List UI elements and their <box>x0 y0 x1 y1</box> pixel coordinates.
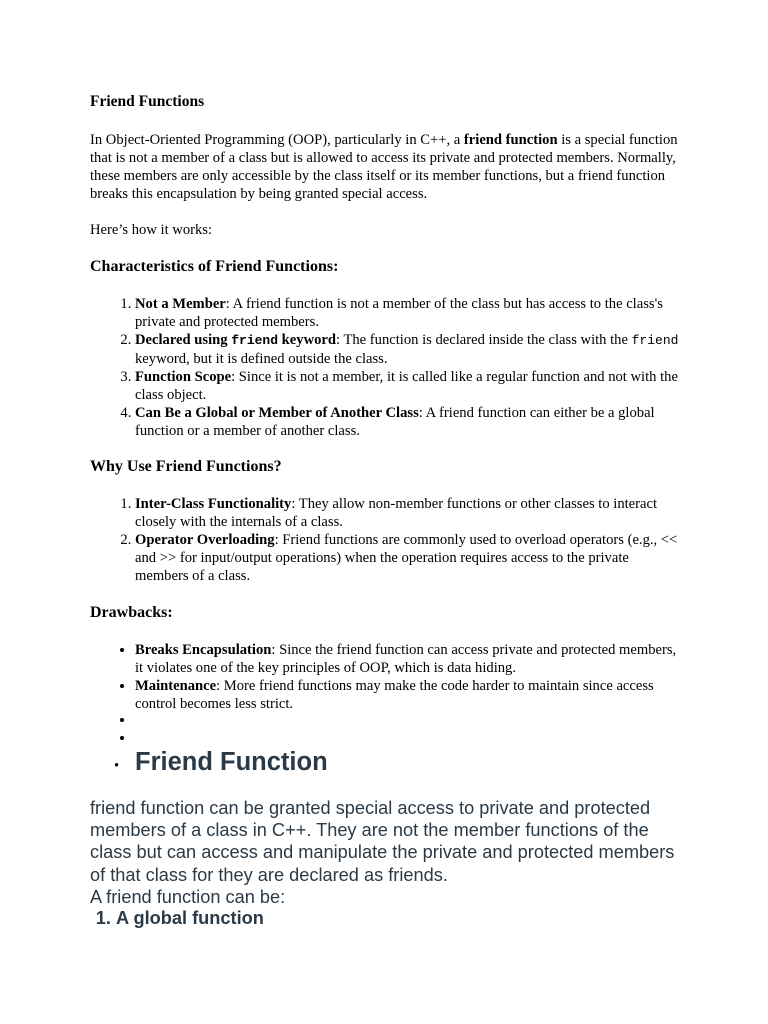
page-title: Friend Functions <box>90 93 205 110</box>
item-bold <box>135 332 336 348</box>
item-bold: Can Be a Global or Member of Another Class <box>135 405 419 421</box>
item-text: : They allow non-member functions or other classes to interact closely with the internals of a class. <box>135 496 658 530</box>
item-text: : A friend function is not a member of the class but has access to the class's private and protected members. <box>135 296 663 330</box>
drawbacks-list <box>90 641 682 713</box>
intro-part2: is a special function that is not a member of a class but is allowed to access its private and protected members. Normally, these members are only accessible by the class itself or its member functions, but a friend function breaks this encapsulation by being granted special access. <box>90 132 678 202</box>
empty-list-item <box>135 729 682 747</box>
friend-function-types-list <box>90 906 264 930</box>
item-bold: Operator Overloading <box>135 532 275 548</box>
list-item <box>135 531 682 585</box>
why-use-list <box>90 495 682 585</box>
list-item <box>135 331 682 368</box>
item-text: : The function is declared inside the class with the <box>336 332 632 348</box>
list-item <box>135 641 682 677</box>
item-bold: Inter-Class Functionality <box>135 496 292 512</box>
item-bold-post: keyword <box>278 332 337 348</box>
how-it-works-text: Here’s how it works: <box>90 222 213 238</box>
drawbacks-heading: Drawbacks: <box>90 604 173 621</box>
item-bold: Not a Member <box>135 296 226 312</box>
list-item <box>135 368 682 404</box>
characteristics-list <box>90 295 682 440</box>
inline-code: friend <box>631 333 679 348</box>
intro-part1: In Object-Oriented Programming (OOP), particularly in C++, a <box>90 132 464 148</box>
intro-bold-term: friend function <box>463 132 558 148</box>
intro-paragraph <box>90 131 682 203</box>
item-bold: Breaks Encapsulation <box>135 642 272 658</box>
characteristics-heading: Characteristics of Friend Functions: <box>90 258 339 275</box>
body-text: friend function can be granted special access to private and protected members of a class in C++. They are not the member functions of the class but can access and manipulate the private and protected members of that class for they are declared as friends. <box>90 798 675 885</box>
item-text: : Since it is not a member, it is called like a regular function and not with the class object. <box>135 369 678 403</box>
friend-function-heading: Friend Function <box>135 748 328 776</box>
item-text: : A friend function can either be a global function or a member of another class. <box>135 405 655 439</box>
body-text: A friend function can be: <box>90 886 286 907</box>
list-item <box>135 677 682 713</box>
inline-code: friend <box>231 333 279 348</box>
item-bold-pre: Declared using <box>135 332 232 348</box>
item-text: : Since the friend function can access private and protected members, it violates one of the key principles of OOP, which is data hiding. <box>135 642 677 676</box>
item-bold: Function Scope <box>135 369 232 385</box>
friend-function-body <box>90 797 682 908</box>
item-text: keyword, but it is defined outside the class. <box>135 351 388 367</box>
list-item: 1. A global function <box>116 906 264 930</box>
item-text: : More friend functions may make the code harder to maintain since access control becomes less strict. <box>135 678 654 712</box>
why-use-heading: Why Use Friend Functions? <box>90 458 282 475</box>
list-item <box>135 495 682 531</box>
empty-list-item <box>135 711 682 729</box>
item-text: : Friend functions are commonly used to overload operators (e.g., << and >> for input/output operations) when the operation requires access to the private members of a class. <box>135 532 678 584</box>
list-item <box>135 295 682 331</box>
list-item <box>135 404 682 440</box>
item-bold: Maintenance <box>135 678 217 694</box>
empty-bullets-list <box>90 711 682 783</box>
list-item <box>135 747 682 783</box>
